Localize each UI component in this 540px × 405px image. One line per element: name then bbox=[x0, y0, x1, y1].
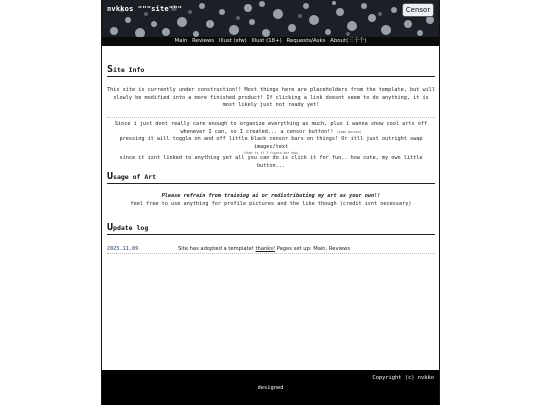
censor-info-paragraph bbox=[107, 121, 435, 171]
update-log-heading: Update log bbox=[107, 222, 435, 235]
update-log-date: 2025.11.09 bbox=[107, 246, 139, 252]
usage-paragraph bbox=[107, 193, 435, 208]
nav-item-requests[interactable]: Requests/Asks bbox=[286, 38, 326, 44]
copyright-text: Copyright (c) nvkko bbox=[372, 375, 434, 381]
censor-info-line-3: since it isnt linked to anything yet all you can do is click it for fun.. how cute, my own little button... bbox=[119, 155, 423, 169]
nav-bar bbox=[102, 37, 439, 46]
censor-button[interactable]: Censor bbox=[402, 3, 434, 17]
designed-credit: designed bbox=[257, 385, 284, 391]
update-log-entry bbox=[107, 245, 435, 254]
header-banner bbox=[102, 0, 439, 37]
censor-info-note-2: (that is if I figure out how) bbox=[243, 151, 299, 156]
usage-warning: Please refrain from training ai or redistributing my art as your own!! bbox=[161, 193, 381, 199]
thanks-link[interactable]: thanks! bbox=[255, 246, 276, 252]
divider bbox=[107, 117, 435, 118]
site-title: nvkkos """site""" bbox=[107, 5, 183, 13]
footer bbox=[102, 370, 439, 405]
nav-item-reviews[interactable]: Reviews bbox=[192, 38, 215, 44]
update-log-text: Site has adopted a template! thanks! Pages set up: Main, Reviews bbox=[178, 246, 351, 252]
page-frame bbox=[101, 0, 440, 405]
censor-info-note-1: (code person) bbox=[336, 129, 362, 134]
nav-item-about[interactable]: About(三千个) bbox=[330, 38, 367, 44]
nav-item-illust-sfw[interactable]: Illust (sfw) bbox=[218, 38, 247, 44]
nav-item-main[interactable]: Main bbox=[174, 38, 188, 44]
site-info-paragraph: This site is currently under construction!! Most things here are placeholders from the template, but will slowly be modified into a more finished product! If clicking a link doesnt seem to do anything, it is most likely just not ready yet! bbox=[107, 87, 435, 109]
usage-note: feel free to use anything for profile pictures and the like though (credit isnt necessary) bbox=[130, 200, 412, 207]
usage-heading: Usage of Art bbox=[107, 171, 435, 184]
nav-item-illust-18[interactable]: Illust (18+) bbox=[251, 38, 282, 44]
censor-info-line-1: Since i just dont really care enough to organize everything as much, plus i wanna show cool arts off whenever I can, so I created... a censor button!! bbox=[114, 121, 428, 135]
censor-info-line-2: pressing it will toggle on and off little black censor bars on things! Or itll just outright swap images/text bbox=[119, 136, 423, 150]
site-info-heading: Site Info bbox=[107, 64, 435, 77]
